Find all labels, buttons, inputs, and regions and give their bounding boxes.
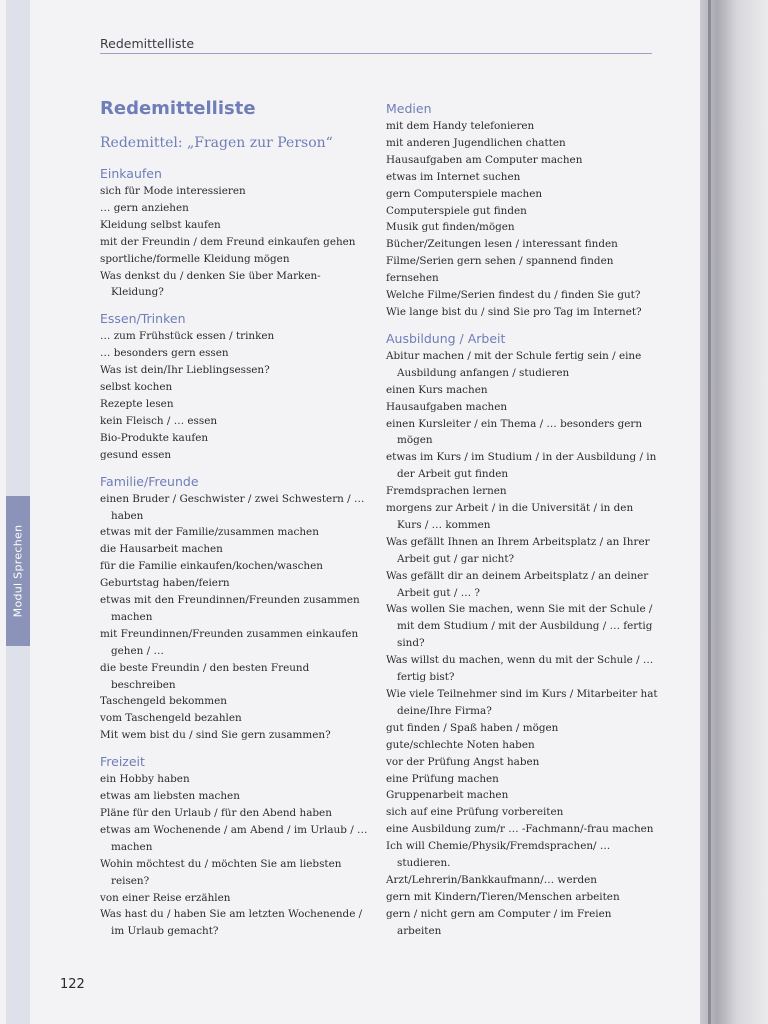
phrase-item: Kleidung selbst kaufen <box>100 218 221 231</box>
phrase-item: einen Bruder / Geschwister / zwei Schwestern / … haben <box>100 492 365 522</box>
phrase-item: Taschengeld bekommen <box>100 695 227 708</box>
phrase-item: Was ist dein/Ihr Lieblingsessen? <box>100 364 270 377</box>
phrase-item: mit der Freundin / dem Freund einkaufen gehen <box>100 235 356 248</box>
phrase-item: vom Taschengeld bezahlen <box>100 712 242 725</box>
phrase-item: ein Hobby haben <box>100 773 190 786</box>
phrase-item: Welche Filme/Serien findest du / finden Sie gut? <box>386 289 641 302</box>
phrase-item: Abitur machen / mit der Schule fertig sein / eine Ausbildung anfangen / studieren <box>386 349 642 379</box>
phrase-item: etwas im Kurs / im Studium / in der Ausbildung / in der Arbeit gut finden <box>386 451 657 481</box>
phrase-item: sich auf eine Prüfung vorbereiten <box>386 806 564 819</box>
section-title: Familie/Freunde <box>100 473 199 489</box>
phrase-item: … gern anziehen <box>100 201 189 214</box>
phrase-item: etwas im Internet suchen <box>386 170 521 183</box>
phrase-item: Mit wem bist du / sind Sie gern zusammen? <box>100 729 331 742</box>
section <box>100 311 372 463</box>
phrase-item: Pläne für den Urlaub / für den Abend haben <box>100 807 332 819</box>
phrase-item: mit Freundinnen/Freunden zusammen einkaufen gehen / … <box>100 627 359 657</box>
phrase-item: etwas am liebsten machen <box>100 790 240 803</box>
phrase-item: kein Fleisch / … essen <box>100 414 218 427</box>
phrase-item: Was hast du / haben Sie am letzten Wochenende / im Urlaub gemacht? <box>100 908 363 938</box>
side-tab-label: Modul Sprechen <box>11 524 25 618</box>
section <box>100 474 372 745</box>
phrase-item: vor der Prüfung Angst haben <box>386 755 540 768</box>
phrase-item: etwas mit den Freundinnen/Freunden zusammen machen <box>100 594 360 623</box>
section <box>100 754 372 940</box>
phrase-item: Wohin möchtest du / möchten Sie am liebsten reisen? <box>100 857 342 887</box>
phrase-item: etwas am Wochenende / am Abend / im Urlaub / … machen <box>100 823 368 853</box>
spine-edge <box>708 0 711 1024</box>
phrase-item: etwas mit der Familie/zusammen machen <box>100 526 319 539</box>
section <box>386 331 658 940</box>
phrase-item: gut finden / Spaß haben / mögen <box>386 721 559 734</box>
phrase-item: einen Kurs machen <box>386 383 488 396</box>
left-column <box>100 98 372 950</box>
right-column <box>386 101 658 950</box>
phrase-item: … besonders gern essen <box>100 347 229 360</box>
running-header: Redemittelliste <box>100 36 195 51</box>
phrase-item: Bücher/Zeitungen lesen / interessant finden <box>386 238 618 251</box>
section-title: Freizeit <box>100 754 145 770</box>
page-title: Redemittelliste <box>100 98 256 119</box>
phrase-item: Fremdsprachen lernen <box>386 485 507 498</box>
header-rule <box>100 53 652 54</box>
phrase-item: mit anderen Jugendlichen chatten <box>386 136 566 149</box>
section-title: Einkaufen <box>100 166 162 181</box>
section-title: Ausbildung / Arbeit <box>386 330 506 346</box>
phrase-item: Ich will Chemie/Physik/Fremdsprachen/ … studieren. <box>386 840 611 870</box>
phrase-item: selbst kochen <box>100 381 173 394</box>
phrase-item: die beste Freundin / den besten Freund beschreiben <box>100 661 310 691</box>
phrase-item: die Hausarbeit machen <box>100 543 223 556</box>
phrase-item: für die Familie einkaufen/kochen/waschen <box>100 560 323 573</box>
phrase-item: gern / nicht gern am Computer / im Freien arbeiten <box>386 907 612 937</box>
phrase-item: gute/schlechte Noten haben <box>386 738 535 751</box>
phrase-item: Was gefällt dir an deinem Arbeitsplatz / an deiner Arbeit gut / … ? <box>386 569 649 599</box>
phrase-item: Was gefällt Ihnen an Ihrem Arbeitsplatz / an Ihrer Arbeit gut / gar nicht? <box>386 535 650 565</box>
phrase-item: gesund essen <box>100 448 172 461</box>
phrase-item: sich für Mode interessieren <box>100 185 246 197</box>
phrase-item: sportliche/formelle Kleidung mögen <box>100 252 290 265</box>
phrase-item: Musik gut finden/mögen <box>386 221 515 234</box>
phrase-item: fernsehen <box>386 272 439 285</box>
section <box>100 166 372 301</box>
right-sections <box>386 101 658 940</box>
phrase-item: Hausaufgaben machen <box>386 400 508 413</box>
phrase-item: gern Computerspiele machen <box>386 187 543 200</box>
section-title: Essen/Trinken <box>100 311 186 327</box>
left-sections <box>100 166 372 940</box>
phrase-item: Gruppenarbeit machen <box>386 789 509 802</box>
phrase-item: … zum Frühstück essen / trinken <box>100 330 275 343</box>
phrase-item: von einer Reise erzählen <box>100 891 231 904</box>
phrase-item: Computerspiele gut finden <box>386 204 527 217</box>
page-subtitle: Redemittel: „Fragen zur Person“ <box>100 135 333 151</box>
phrase-item: eine Ausbildung zum/r … -Fachmann/-frau machen <box>386 823 654 836</box>
phrase-item: Was willst du machen, wenn du mit der Schule / … fertig bist? <box>386 654 654 684</box>
phrase-item: Rezepte lesen <box>100 397 174 410</box>
phrase-item: Wie lange bist du / sind Sie pro Tag im Internet? <box>386 305 642 318</box>
phrase-item: Filme/Serien gern sehen / spannend finden <box>386 255 614 268</box>
phrase-item: Hausaufgaben am Computer machen <box>386 153 583 166</box>
phrase-item: gern mit Kindern/Tieren/Menschen arbeiten <box>386 890 620 903</box>
phrase-item: Bio-Produkte kaufen <box>100 431 209 444</box>
phrase-item: Wie viele Teilnehmer sind im Kurs / Mitarbeiter hat deine/Ihre Firma? <box>386 688 658 717</box>
phrase-item: Geburtstag haben/feiern <box>100 577 230 590</box>
phrase-item: morgens zur Arbeit / in die Universität / in den Kurs / … kommen <box>386 502 634 531</box>
section-title: Medien <box>386 101 432 116</box>
phrase-item: einen Kursleiter / ein Thema / … besonders gern mögen <box>386 417 643 447</box>
phrase-item: Was wollen Sie machen, wenn Sie mit der Schule / mit dem Studium / mit der Ausbildung / … fertig sind? <box>386 603 653 650</box>
phrase-item: eine Prüfung machen <box>386 772 499 785</box>
page-number: 122 <box>60 977 85 992</box>
phrase-item: Arzt/Lehrerin/Bankkaufmann/… werden <box>386 873 597 886</box>
section <box>386 101 658 321</box>
phrase-item: Was denkst du / denken Sie über Marken-Kleidung? <box>100 269 321 299</box>
phrase-item: mit dem Handy telefonieren <box>386 120 535 132</box>
side-tab <box>6 496 30 646</box>
